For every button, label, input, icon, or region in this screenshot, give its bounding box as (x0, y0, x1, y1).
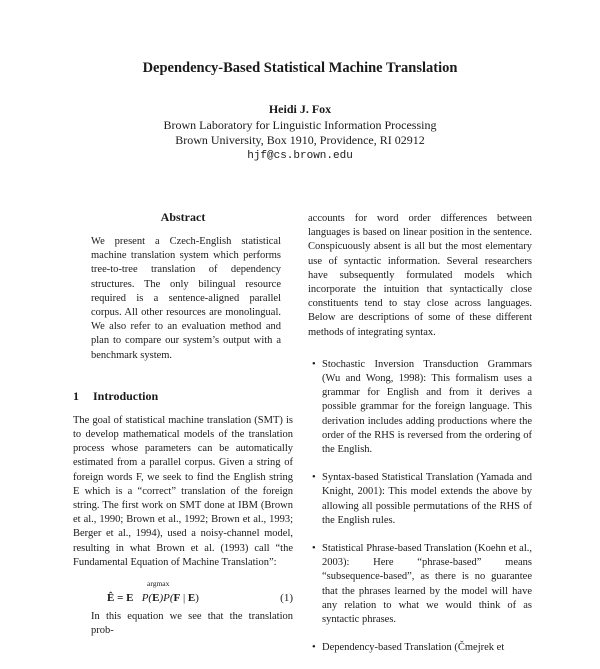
left-column (73, 210, 293, 638)
argmax-label: argmax (147, 579, 170, 589)
equation-arg-variable: E (126, 592, 134, 605)
list-item-text: Stochastic Inversion Transduction Grammars (Wu and Wong, 1998): This formalism uses a grammar for English and from it derives a possible grammar for the foreign language. This derivation includes adding productions where the order of the RHS is reversed from the ordering of the English. (322, 358, 532, 456)
author-block (0, 102, 600, 164)
equation-term: ) (195, 592, 199, 605)
right-column (308, 212, 532, 669)
list-item (308, 542, 532, 627)
continuation-text: In this equation we see that the translation prob- (91, 611, 293, 637)
author-name: Heidi J. Fox (268, 102, 332, 116)
introduction-paragraph: The goal of statistical machine translation (SMT) is to develop mathematical models of the translation process whose parameters can be automatically estimated from a parallel corpus. Given a string of foreign words F, we seek to find the English string E which is a “correct” translation of the foreign string. The first work on SMT done at IBM (Brown et al., 1990; Brown et al., 1992; Brown et al., 1993; Berger et al., 1994), used a noisy-channel model, resulting in what Brown et al. (1993) call “the Fundamental Equation of Machine Translation”: (73, 414, 293, 568)
affiliation-line-2: Brown University, Box 1910, Providence, RI 02912 (175, 133, 425, 147)
section-heading-introduction (73, 389, 293, 404)
abstract-heading: Abstract (160, 210, 206, 224)
list-item (308, 641, 532, 655)
author-email[interactable]: hjf@cs.brown.edu (247, 149, 353, 162)
equation-lhs: Ê = (107, 592, 124, 605)
equation-number: (1) (280, 592, 293, 605)
bullet-icon: • (312, 642, 316, 654)
paper-title: Dependency-Based Statistical Machine Translation (142, 60, 458, 76)
list-item (308, 358, 532, 457)
equation-term: | (180, 592, 188, 605)
equation-term: E (187, 592, 196, 605)
affiliation-line-1: Brown Laboratory for Linguistic Information Processing (163, 117, 437, 132)
section-number: 1 (73, 388, 79, 403)
abstract-text: We present a Czech-English statistical machine translation system which performs tree-to-tree translation of dependency structures. The only bilingual resource required is a sentence-aligned parallel corpus. All other resources are monolingual. We also refer to an evaluation method and plan to compare our system’s output with a benchmark system. (91, 236, 281, 361)
section-title: Introduction (93, 388, 159, 403)
equation-body (107, 592, 199, 604)
equation-term: F (173, 592, 181, 605)
bullet-icon: • (312, 358, 316, 370)
equation-term: )P( (159, 592, 174, 605)
list-item-text: Syntax-based Statistical Translation (Yamada and Knight, 2001): This model extends the above by allowing all possible permutations of the RHS of the English rules. (322, 472, 532, 526)
list-item-text: Dependency-based Translation (Čmejrek et (322, 642, 505, 654)
equation-term: E (152, 592, 160, 605)
syntax-methods-list (308, 358, 532, 656)
bullet-icon: • (312, 543, 316, 555)
fundamental-equation (73, 580, 293, 610)
list-item (308, 471, 532, 528)
list-item-text: Statistical Phrase-based Translation (Koehn et al., 2003): Here “phrase-based” means “subsequence-based”, as there is no guarantee that the phrases learned by the model will have any relation to what we would think of as syntactic phrases. (322, 543, 532, 626)
right-column-paragraph: accounts for word order differences between languages is based on linear position in the sentence. Conspicuously absent is all but the most elementary use of syntactic information. Several researchers have subsequently formulated models which incorporate the intuition that syntactically close constituents tend to stay close across languages. Below are descriptions of some of these different methods of integrating syntax. (308, 213, 532, 338)
bullet-icon: • (312, 472, 316, 484)
equation-term: P( (141, 592, 153, 605)
